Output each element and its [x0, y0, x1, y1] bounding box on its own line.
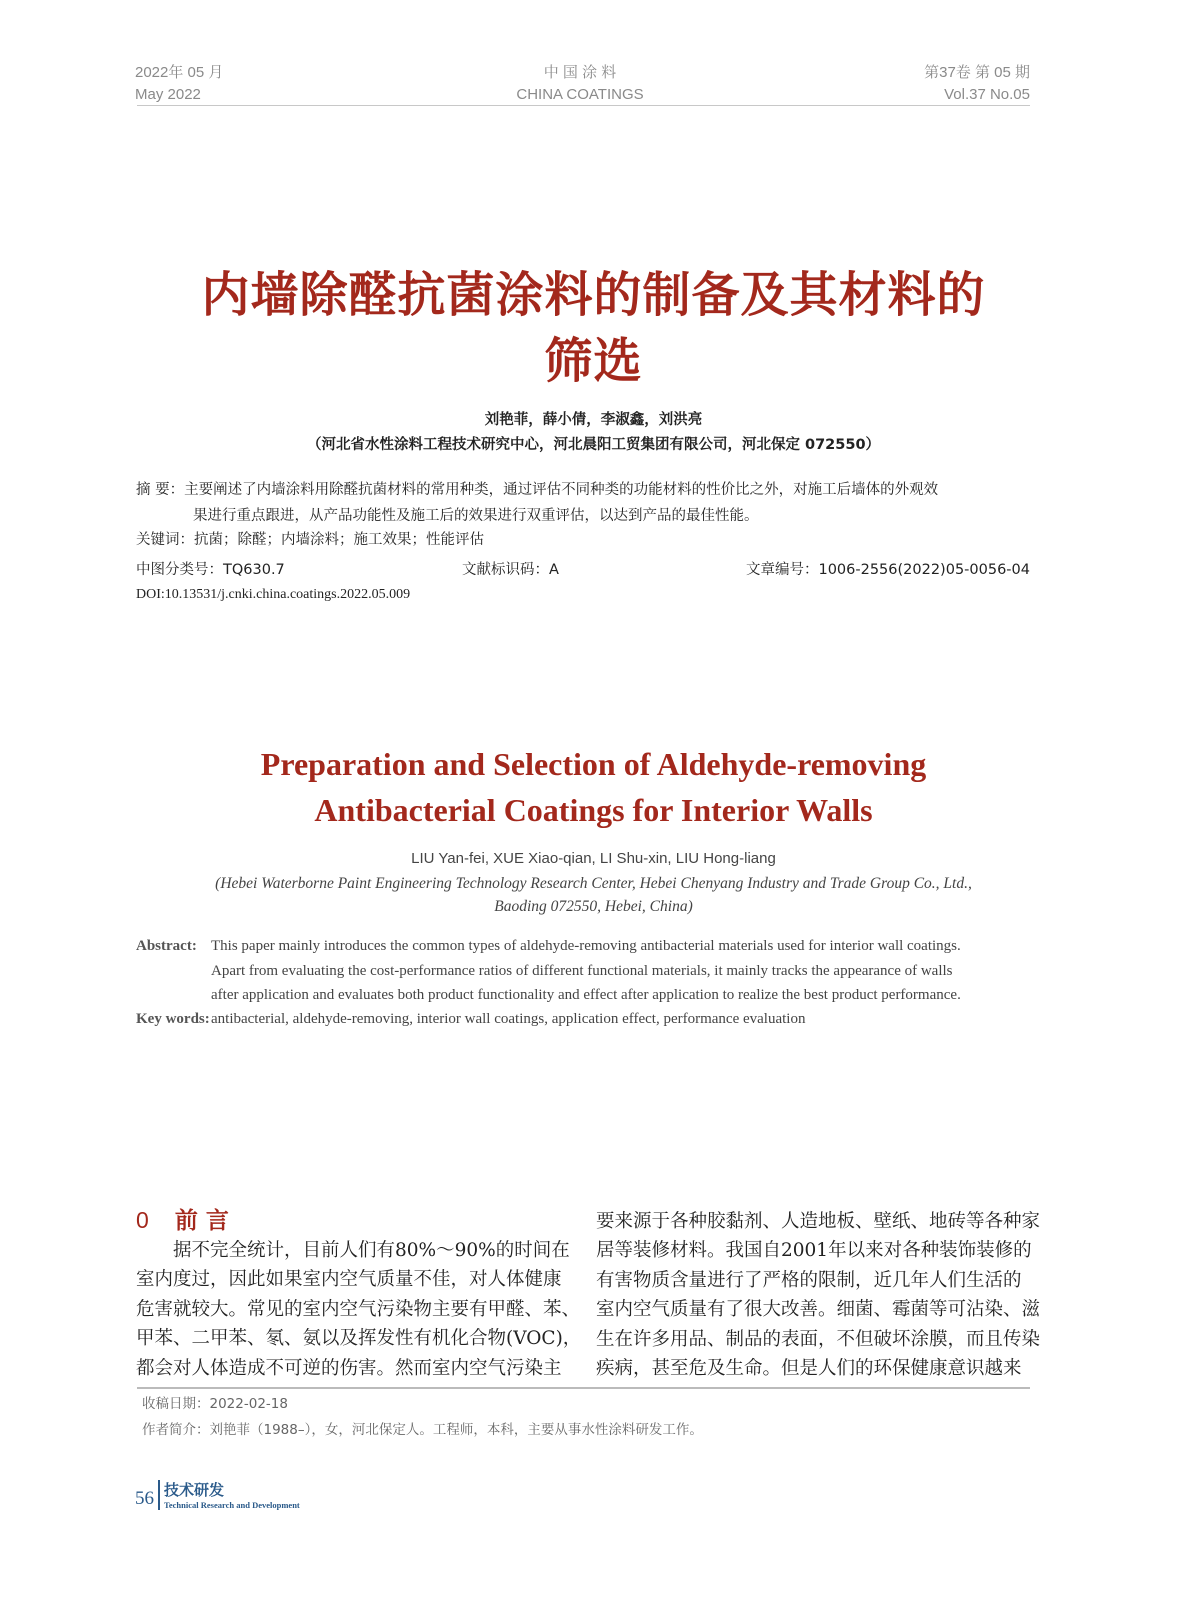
- abstract-cn-text: 果进行重点跟进，从产品功能性及施工后的效果进行双重评估，以达到产品的最佳性能。: [193, 508, 759, 524]
- date-cn: 2022年 05 月: [135, 64, 224, 81]
- authors-cn: 刘艳菲，薛小倩，李淑鑫，刘洪亮: [484, 412, 703, 428]
- page-number: 56: [135, 1488, 154, 1509]
- body-line: 疾病，甚至危及生命。但是人们的环保健康意识越来: [596, 1358, 1022, 1380]
- issue-en: Vol.37 No.05: [944, 86, 1030, 103]
- footnotes: [142, 1391, 703, 1443]
- abstract-cn-text: 主要阐述了内墙涂料用除醛抗菌材料的常用种类，通过评估不同种类的功能材料的性价比之外，对施工后墙体的外观效: [184, 482, 939, 498]
- author-bio: 作者简介：刘艳菲（1988–），女，河北保定人。工程师，本科，主要从事水性涂料研发工作。: [142, 1422, 703, 1438]
- body-line: 要来源于各种胶黏剂、人造地板、壁纸、地砖等各种家: [596, 1211, 1041, 1232]
- body-column-right: [596, 1207, 1040, 1383]
- keywords-en: [136, 1011, 805, 1028]
- title-cn-line: 内墙除醛抗菌涂料的制备及其材料的: [201, 267, 986, 323]
- affiliation-en-line: (Hebei Waterborne Paint Engineering Technology Research Center, Hebei Chenyang Industry and Trade Group Co., Ltd.,: [215, 875, 972, 892]
- issue-cn: 第37卷 第 05 期: [924, 64, 1030, 81]
- keywords-en-label: Key words:: [136, 1011, 210, 1027]
- body-line: 甲苯、二甲苯、氡、氨以及挥发性有机化合物(VOC)，: [136, 1328, 582, 1350]
- abstract-en-text: This paper mainly introduces the common types of aldehyde-removing antibacterial materials used for interior wall coatings.: [211, 938, 961, 954]
- body-line: 居等装修材料。我国自2001年以来对各种装饰装修的: [596, 1240, 1032, 1262]
- header-journal: [480, 62, 680, 106]
- affiliation-cn: （河北省水性涂料工程技术研究中心，河北晨阳工贸集团有限公司，河北保定 072550）: [306, 437, 881, 453]
- title-en: [0, 741, 1187, 833]
- body-line: 有害物质含量进行了严格的限制，近几年人们生活的: [596, 1269, 1022, 1291]
- title-cn: [0, 262, 1187, 394]
- section-heading: [136, 1202, 229, 1235]
- body-line: 室内空气质量有了很大改善。细菌、霉菌等可沾染、滋: [596, 1299, 1041, 1321]
- authors-en: LIU Yan-fei, XUE Xiao-qian, LI Shu-xin, LIU Hong-liang: [411, 850, 776, 867]
- document-code: 文献标识码：A: [462, 562, 559, 578]
- body-line: 危害就较大。常见的室内空气污染物主要有甲醛、苯、: [136, 1298, 581, 1320]
- title-cn-line: 筛选: [544, 333, 643, 389]
- article-number: 文章编号：1006-2556(2022)05-0056-04: [745, 562, 1030, 578]
- keywords-en-text: antibacterial, aldehyde-removing, interior wall coatings, application effect, performance evaluation: [211, 1011, 806, 1027]
- classification-number: 中图分类号：TQ630.7: [136, 562, 285, 578]
- header-rule: [137, 105, 1030, 106]
- body-line: 都会对人体造成不可逆的伤害。然而室内空气污染主: [136, 1357, 562, 1379]
- section-number: 0: [136, 1207, 149, 1233]
- date-en: May 2022: [135, 86, 201, 103]
- abstract-en-text: after application and evaluates both product functionality and effect after application to realize the best product performance.: [211, 987, 961, 1003]
- column-name-en: Technical Research and Development: [164, 1500, 300, 1510]
- section-title: 前 言: [174, 1208, 229, 1234]
- abstract-cn-label: 摘 要：: [136, 482, 185, 498]
- title-en-line: Antibacterial Coatings for Interior Walls: [314, 792, 873, 828]
- page-footer: [135, 1480, 300, 1510]
- body-line: 室内度过，因此如果室内空气质量不佳，对人体健康: [136, 1269, 562, 1291]
- body-column-left: [136, 1236, 581, 1383]
- footer-divider: [158, 1480, 160, 1510]
- journal-cn: 中 国 涂 料: [543, 64, 617, 81]
- received-date: 收稿日期：2022-02-18: [142, 1396, 288, 1412]
- abstract-cn: [136, 477, 1036, 529]
- title-en-line: Preparation and Selection of Aldehyde-removing: [260, 746, 927, 782]
- column-name-cn: 技术研发: [164, 1481, 225, 1499]
- abstract-en-label: Abstract:: [136, 938, 197, 954]
- header-date: [135, 62, 223, 106]
- keywords-cn: 关键词：抗菌；除醛；内墙涂料；施工效果；性能评估: [136, 532, 484, 548]
- affiliation-en-line: Baoding 072550, Hebei, China): [494, 898, 693, 915]
- journal-en: CHINA COATINGS: [516, 86, 644, 103]
- body-line: 据不完全统计，目前人们有80%～90%的时间在: [136, 1240, 570, 1261]
- footnote-rule: [137, 1387, 1030, 1389]
- affiliation-en: [0, 872, 1187, 918]
- body-line: 生在许多用品、制品的表面，不但破坏涂膜，而且传染: [596, 1328, 1041, 1350]
- header-issue: [924, 62, 1030, 106]
- doi[interactable]: DOI:10.13531/j.cnki.china.coatings.2022.05.009: [136, 587, 411, 602]
- abstract-en-text: Apart from evaluating the cost-performance ratios of different functional materials, it mainly tracks the appearance of walls: [211, 962, 953, 979]
